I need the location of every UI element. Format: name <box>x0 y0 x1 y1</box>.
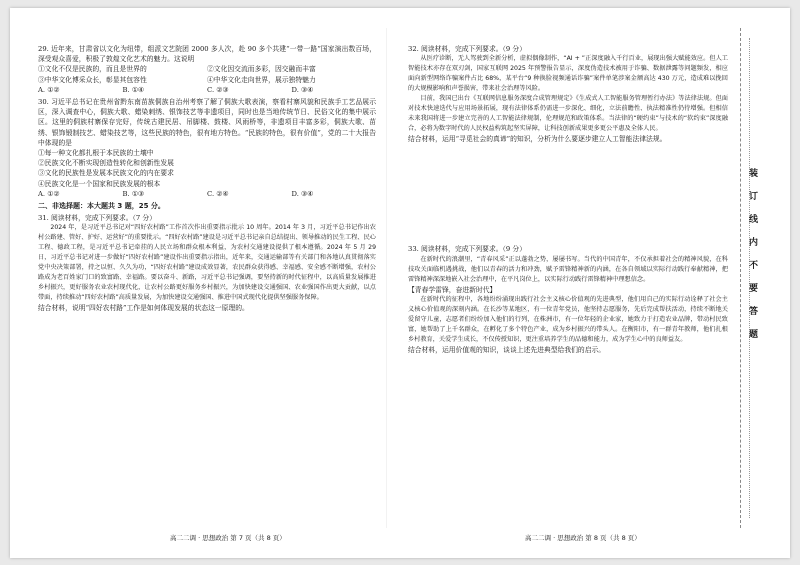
choice-c: C. ②④ <box>207 189 229 198</box>
statement: ②文化因交流而多彩，因交融而丰富 <box>207 65 316 74</box>
statement: ①每一种文化都扎根于本民族的土壤中 <box>38 149 154 158</box>
question-33-subtitle: 【青春学雷锋，奋进新时代】 <box>408 285 497 294</box>
question-31-head: 31. 阅读材料，完成下列要求。（7 分） <box>38 214 157 223</box>
statement: ③文化的民族性是发展本民族文化的内在要求 <box>38 169 174 178</box>
statement: ④中华文化走向世界，展示独特魅力 <box>207 75 316 84</box>
question-29 <box>38 44 376 95</box>
choice-d: D. ③④ <box>291 85 314 94</box>
section-heading: 二、非选择题：本大题共 3 题，25 分。 <box>38 202 165 211</box>
question-29-choices <box>38 85 376 95</box>
choice-b: B. ①④ <box>122 85 145 94</box>
choice-a: A. ①② <box>38 85 60 94</box>
statement: ①文化不仅是民族的，而且是世界的 <box>38 65 147 74</box>
statement: ②民族文化不断实现创造性转化和创新性发展 <box>38 159 174 168</box>
question-33-material-2: 在新时代的征程中，各地纷纷涌现出践行社会主义核心价值观的先进典型，他们用自己的实际行动诠释了社会主义核心价值观的深刻内涵。在长沙等某地区，有一位青年党员，他坚持志愿服务，先后完成帮扶活动，持续不断地关爱留守儿童，志愿者们纷纷加入他们的行列，在株洲市，有一位年轻的企业家，她致力于打造农业品牌，带动村民致富，她帮助了上千名群众，在孵化了多个特色产业，成为乡村振兴的带头人。在衡阳市，有一群青年教师，他们扎根乡村教育，关爱学生成长，不仅传授知识，更注重培养学生的品德和能力，成为学生心中的良师益友。 <box>408 295 728 343</box>
exam-sheet <box>10 8 790 558</box>
statement: ③中华文化博采众长，彰显其包容性 <box>38 75 147 84</box>
question-32-material-1: 从医疗诊断，无人驾驶到全新分析，虚拟偶像制作，“AI + ”正深度融入千行百业，展现出强大赋能效应。但人工智能技术亦存在双刃剑，国家互联网 2025 年预警报告显示，深度伪造技术被用于诈骗、数据泄露等问题频发，相应面向新型网络诈骗案件占比 68%，某平台“9 种换脸视频通话诈骗”案件单笔涉案金额高达 430 万元，造成难以挽回的大规模影响和声誉损害，带来社会治理等风险。 <box>408 55 728 93</box>
question-30-stem: 30. 习近平总书记在贵州省黔东南苗族侗族自治州考察了解了侗族大歌表演，察看村寨风貌和民族手工艺品展示区，深入调查中心，侗族大歌、蜡染刺绣、银饰技艺等非遗项目，同时也是当地传统节日、民俗文化的集中展示区。这里的侗族村寨保存完好，传统古建民居、吊脚楼、鼓楼、风雨桥等，非遗项目丰富多彩，侗族大歌、苗绣、银饰锻制技艺、蜡染技艺等，这些民族的特色，很有地方特色。“民族的特色，很有价值”，党的二十大报告中体现的是 <box>38 98 376 147</box>
question-33-head: 33. 阅读材料，完成下列要求。（9 分） <box>408 245 527 254</box>
question-30 <box>38 97 376 199</box>
question-31-ask: 结合材料，说明“四好农村路”工作是如何体现发展的状态这一原理的。 <box>38 304 249 313</box>
answer-space[interactable] <box>408 146 728 244</box>
left-page <box>38 44 376 316</box>
choice-d: D. ③④ <box>291 189 314 198</box>
question-33-material-1: 在新时代的浪潮里，“青春风采”正以蓬勃之势，屡屡书写。当代的中国青年，不仅承担着社会的精神风貌，在科技攻关面临机遇挑战，他们以青春的活力和冲劲，赋予雷锋精神新的内涵，在各自领域以实际行动践行奉献精神，把雷锋精神深深地嵌入社会治理中，在平凡岗位上，以实际行动践行雷锋精神中理想信念。 <box>408 255 728 283</box>
right-page <box>408 44 728 357</box>
question-33-ask: 结合材料，运用价值观的知识，谈谈上述先进典型给我们的启示。 <box>408 345 606 354</box>
choice-a: A. ①② <box>38 189 60 198</box>
choice-c: C. ②③ <box>207 85 229 94</box>
question-32-head: 32. 阅读材料，完成下列要求。（9 分） <box>408 45 527 53</box>
choice-b: B. ①③ <box>122 189 145 198</box>
question-31-material: 2024 年，是习近平总书记对“四好农村路”工作首次作出重要指示批示 10 周年。2014 年 3 月，习近平总书记作出农村公路建、管好、护好、运营好”的重要批示。“四好农村路”建设是习近平总书记亲自总结提出、领导推动的民生工程、民心工程、德政工程，是习近平总书记牵挂的人民立场和群众根本利益，为农村交通建设提供了根本遵循。2024 年 5 月 29 日，习近平总书记对进一步做好“四好农村路”建设作出重要指示指出，近年来，交通运输部等有关部门和各地认真贯彻落实党中央决策部署，持之以恒、久久为功，“四好农村路”建设成效显著，农民群众获得感、幸福感、安全感不断增强，农村公路成为老百姓家门口的致富路、幸福路。要以奋斗、新路，习近平总书记强调，要坚持新的时代征程中，以高质量发展推进乡村振兴，更好服务农业农村现代化，让农村公路更好服务乡村振兴，为加快建设交通强国、农业强国作出更大贡献，以点带面，持续推动“四好农村路”高质量发展，为加快建设交通强国、推进中国式现代化提供坚强服务保障。 <box>38 224 376 302</box>
question-32-ask: 结合材料，运用“寻觅社会的真谛”的知识，分析为什么要逐步建立人工智能法律法规。 <box>408 135 667 144</box>
page-footer-left: 高二二调 · 思想政治 第 7 页（共 8 页） <box>170 534 286 542</box>
page-divider <box>386 28 387 528</box>
question-32-material-2: 目前，我国已出台《互联网信息服务深度合成管理规定》《生成式人工智能服务管理暂行办法》等法律法规。但面对技术快速迭代与应用场景拓展，现有法律体系仍需进一步深化、细化，立法前瞻性、执法精准性仍待增强。但相信未来我国将进一步建立完善的人工智能法律规制，伦理规范和政策体系。当法律的“硬约束”与技术的“软约束”深度融合，必将为数字时代的人民权益构筑起坚实屏障，让科技创新成果更多更公平惠及全体人民。 <box>408 95 728 133</box>
question-30-statements <box>38 148 376 189</box>
question-31 <box>38 213 376 313</box>
question-33 <box>408 244 728 355</box>
statement: ④民族文化是一个国家和民族发展的根本 <box>38 179 161 188</box>
page-footer-right: 高二二调 · 思想政治 第 8 页（共 8 页） <box>525 534 641 542</box>
question-29-statements <box>38 64 376 84</box>
question-30-choices <box>38 189 376 199</box>
question-32 <box>408 44 728 144</box>
question-29-stem: 29. 近年来，甘肃省以文化为纽带，组派文艺院团 2000 多人次，赴 90 多个共建“一带一路”国家演出数百场，深受观众喜爱，积极了敦煌文化艺术的魅力。这说明 <box>38 45 376 64</box>
binding-notice: 装订线内不要答题 <box>747 168 757 352</box>
